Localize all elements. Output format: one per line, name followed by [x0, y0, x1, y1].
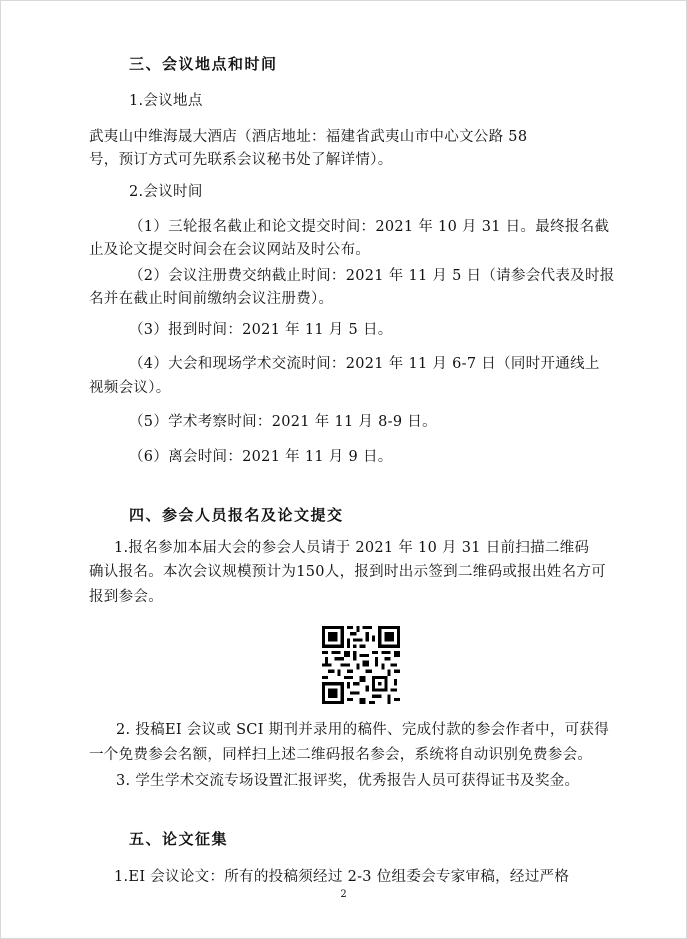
registration-qr-code[interactable] — [320, 626, 402, 704]
section-3-heading: 三、会议地点和时间 — [129, 55, 278, 73]
time-item-2-line-2: 名并在截止时间前缴纳会议注册费）。 — [89, 291, 334, 307]
section-5-heading: 五、论文征集 — [129, 830, 229, 848]
registration-para-line-1: 1.报名参加本届大会的参会人员请于 2021 年 10 月 31 日前扫描二维码 — [114, 540, 590, 556]
time-item-1-line-2: 止及论文提交时间会在会议网站及时公布。 — [89, 242, 371, 258]
time-item-2-line-1: （2）会议注册费交纳截止时间：2021 年 11 月 5 日（请参会代表及时报 — [129, 268, 615, 284]
section-4-heading: 四、参会人员报名及论文提交 — [129, 506, 344, 524]
page-number: 2 — [340, 889, 347, 900]
free-registration-para-line-2: 一个免费参会名额，同样扫上述二维码报名参会，系统将自动识别免费参会。 — [89, 747, 593, 763]
section-3-subheading-venue: 1.会议地点 — [129, 93, 203, 109]
ei-paper-para-line-1: 1.EI 会议论文：所有的投稿须经过 2-3 位组委会专家审稿，经过严格 — [114, 869, 570, 885]
time-item-4-line-2: 视频会议）。 — [89, 380, 171, 396]
time-item-5: （5）学术考察时间：2021 年 11 月 8-9 日。 — [129, 414, 437, 430]
venue-text-line-1: 武夷山中维海晟大酒店（酒店地址：福建省武夷山市中心文公路 58 — [89, 129, 528, 145]
time-item-1-line-1: （1）三轮报名截止和论文提交时间：2021 年 10 月 31 日。最终报名截 — [129, 219, 610, 235]
free-registration-para-line-1: 2. 投稿EI 会议或 SCI 期刊并录用的稿件、完成付款的参会作者中，可获得 — [116, 722, 610, 738]
student-award-para: 3. 学生学术交流专场设置汇报评奖，优秀报告人员可获得证书及奖金。 — [116, 773, 580, 789]
time-item-4-line-1: （4）大会和现场学术交流时间：2021 年 11 月 6-7 日（同时开通线上 — [129, 356, 600, 372]
registration-para-line-2: 确认报名。本次会议规模预计为150人，报到时出示签到二维码或报出姓名方可 — [89, 564, 606, 580]
section-3-subheading-time: 2.会议时间 — [129, 184, 203, 200]
time-item-3: （3）报到时间：2021 年 11 月 5 日。 — [129, 322, 393, 338]
venue-text-line-2: 号，预订方式可先联系会议秘书处了解详情）。 — [89, 152, 393, 168]
time-item-6: （6）离会时间：2021 年 11 月 9 日。 — [129, 449, 393, 465]
registration-para-line-3: 报到参会。 — [89, 589, 163, 605]
